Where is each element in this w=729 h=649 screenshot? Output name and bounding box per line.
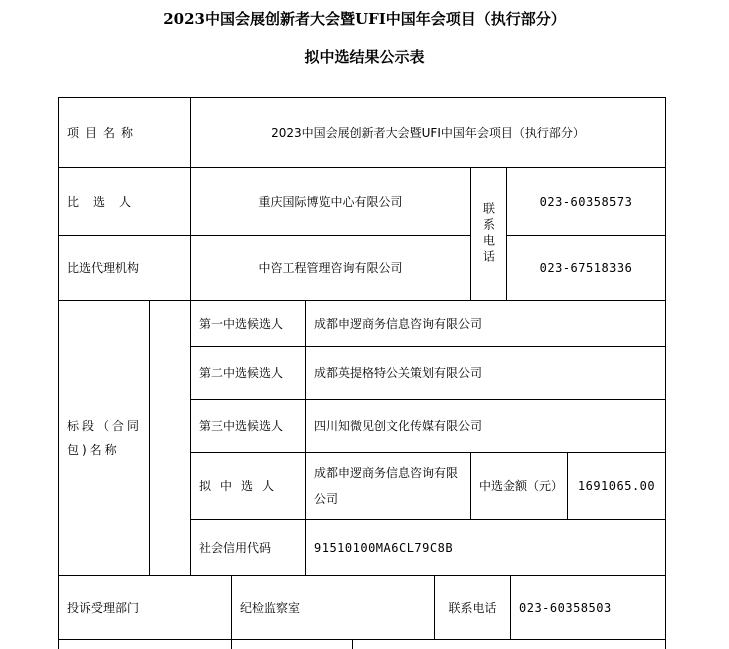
- candidate1-label: 第一中选候选人: [199, 316, 284, 331]
- column-divider: [149, 300, 150, 575]
- winning-amount-label: 中选金额（元）: [479, 479, 564, 493]
- column-divider: [352, 639, 353, 649]
- agency-value: 中咨工程管理咨询有限公司: [258, 261, 403, 275]
- agency-phone: 023-67518336: [539, 261, 633, 275]
- complaint-contact-label: 联系电话: [448, 600, 497, 615]
- contact-phone-label: [471, 168, 506, 300]
- candidate3-value: 四川知微见创文化传媒有限公司: [314, 419, 483, 433]
- agency-label: 比选代理机构: [67, 261, 140, 275]
- credit-code-label: 社会信用代码: [199, 540, 272, 555]
- section-label: 标段（合同包)名称: [67, 419, 143, 457]
- page-title: 2023中国会展创新者大会暨UFI中国年会项目（执行部分）: [163, 10, 566, 28]
- candidate2-label: 第二中选候选人: [199, 366, 284, 380]
- complaint-dept-label: 投诉受理部门: [67, 600, 140, 615]
- complaint-phone: 023-60358503: [519, 600, 612, 615]
- page-subtitle: 拟中选结果公示表: [304, 48, 425, 66]
- contact-phone-label-text: 联系电话: [481, 202, 496, 266]
- project-name-value: 2023中国会展创新者大会暨UFI中国年会项目（执行部分）: [271, 125, 585, 140]
- candidate1-value: 成都申逻商务信息咨询有限公司: [314, 316, 483, 331]
- table-border-right: [665, 97, 666, 649]
- proposed-winner-value: 成都申逻商务信息咨询有限公司: [314, 466, 459, 506]
- complaint-dept-value: 纪检监察室: [240, 600, 301, 615]
- selector-label: 比选人: [67, 194, 146, 209]
- selector-value: 重庆国际博览中心有限公司: [258, 194, 403, 209]
- project-name-label: 项目名称: [67, 125, 140, 140]
- selector-phone: 023-60358573: [539, 194, 633, 209]
- candidate3-label: 第三中选候选人: [199, 419, 284, 433]
- proposed-winner-label: 拟中选人: [199, 479, 284, 493]
- candidate2-value: 成都英提格特公关策划有限公司: [314, 366, 483, 380]
- winning-amount-value: 1691065.00: [577, 479, 656, 493]
- row-divider: [58, 639, 665, 640]
- credit-code-value: 91510100MA6CL79C8B: [314, 540, 454, 555]
